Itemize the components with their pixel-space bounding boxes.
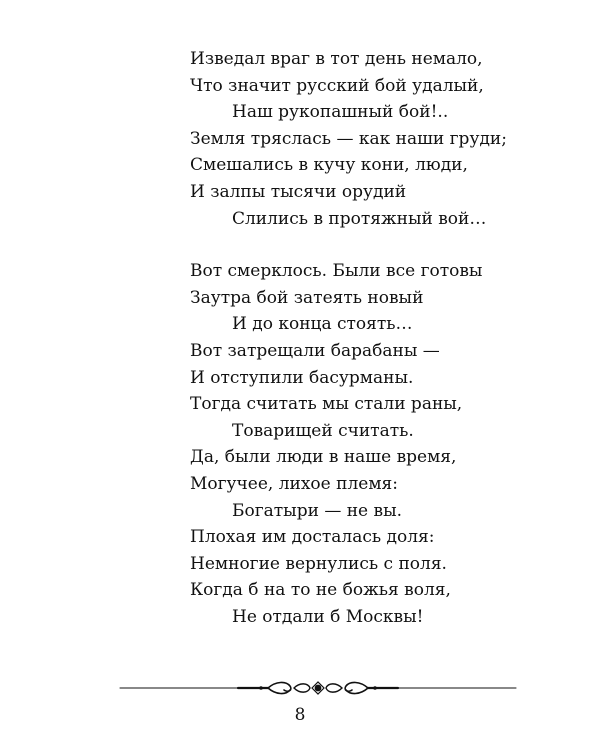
- page-number: 8: [294, 705, 306, 725]
- poem-text: [190, 46, 550, 630]
- poem-line: Вот смерклось. Были все готовы: [190, 261, 483, 282]
- poem-line: Товарищей считать.: [232, 420, 414, 441]
- poem-line: Немногие вернулись с поля.: [190, 553, 447, 574]
- stanza-1: [190, 46, 550, 232]
- poem-line: Вот затрещали барабаны —: [190, 340, 440, 361]
- poem-line: Плохая им досталась доля:: [190, 527, 435, 548]
- poem-line: Тогда считать мы стали раны,: [190, 394, 463, 415]
- poem-line: Изведал враг в тот день немало,: [190, 49, 483, 69]
- poem-line: Могучее, лихое племя:: [190, 473, 399, 494]
- poem-line: Не отдали б Москвы!: [232, 606, 424, 627]
- flourish-divider-icon: [118, 677, 518, 699]
- poem-line: Наш рукопашный бой!..: [232, 102, 449, 123]
- poem-line: Да, были люди в наше время,: [190, 447, 457, 468]
- stanza-2: [190, 258, 550, 630]
- poem-line: Заутра бой затеять новый: [190, 287, 424, 308]
- poem-line: Земля тряслась — как наши груди;: [190, 128, 507, 149]
- poem-line: Когда б на то не божья воля,: [190, 580, 451, 601]
- poem-line: Что значит русский бой удалый,: [190, 75, 484, 96]
- poem-line: И залпы тысячи орудий: [190, 181, 407, 202]
- poem-line: И отступили басурманы.: [190, 367, 414, 388]
- poem-line: Богатыри — не вы.: [232, 500, 403, 521]
- poem-line: И до конца стоять…: [232, 314, 413, 335]
- poem-line: Смешались в кучу кони, люди,: [190, 155, 468, 176]
- poem-line: Слились в протяжный вой…: [232, 208, 487, 229]
